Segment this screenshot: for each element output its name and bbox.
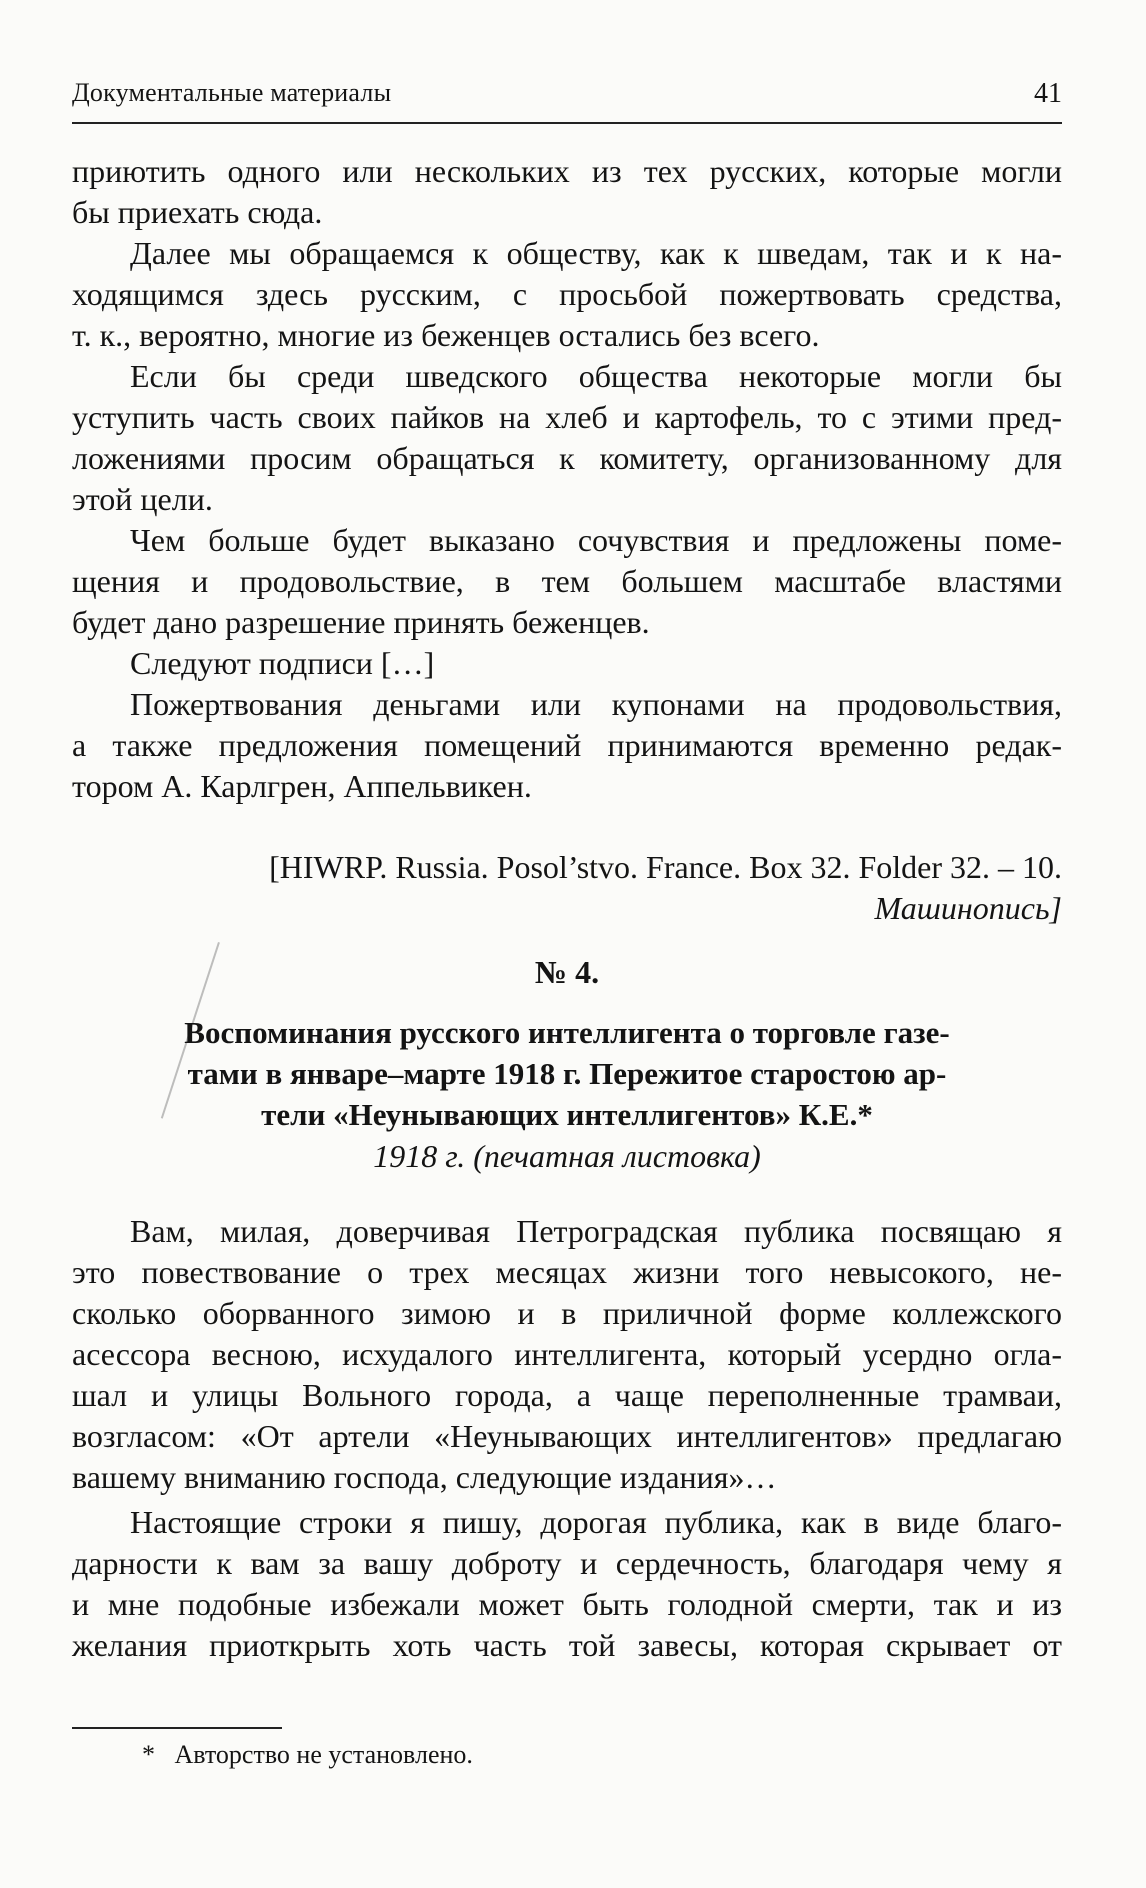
- page-number: 41: [1034, 78, 1062, 109]
- text-line: Если бы среди шведского общества некоторые могли бы: [130, 358, 1062, 394]
- text-line: желания приоткрыть хоть часть той завесы, которая скрывает от: [72, 1627, 1062, 1663]
- text-line: этой цели.: [72, 481, 213, 517]
- text-line: Пожертвования деньгами или купонами на продовольствия,: [130, 686, 1062, 722]
- document-date: 1918 г. (печатная листовка): [373, 1138, 761, 1174]
- text-line: Вам, милая, доверчивая Петроградская публика посвящаю я: [130, 1213, 1062, 1249]
- footnote-rule: [72, 1727, 282, 1729]
- text-line: а также предложения помещений принимаются временно редак-: [72, 727, 1062, 763]
- footnote-marker: *: [142, 1740, 155, 1769]
- footnote: [142, 1740, 473, 1770]
- text-line: дарности к вам за вашу доброту и сердечность, благодаря чему я: [72, 1545, 1062, 1581]
- page-header: [72, 78, 1062, 118]
- text-line: и мне подобные избежали может быть голодной смерти, так и из: [72, 1586, 1062, 1622]
- text-line: возгласом: «От артели «Неунывающих интеллигентов» предлагаю: [72, 1418, 1062, 1454]
- text-line: шал и улицы Вольного города, а чаще переполненные трамваи,: [72, 1377, 1062, 1413]
- header-rule: [72, 122, 1062, 124]
- text-line: асессора весною, исхудалого интеллигента, который усердно огла-: [72, 1336, 1062, 1372]
- document-title-line: тели «Неунывающих интеллигентов» К.Е.*: [261, 1097, 873, 1132]
- source-type: Машинопись]: [874, 890, 1062, 926]
- text-line: Чем больше будет выказано сочувствия и предложены поме-: [130, 522, 1062, 558]
- running-head: Документальные материалы: [72, 78, 392, 107]
- text-line: это повествование о трех месяцах жизни того невысокого, не-: [72, 1254, 1062, 1290]
- document-title-line: тами в январе–марте 1918 г. Пережитое старостою ар-: [187, 1056, 947, 1091]
- source-citation: [HIWRP. Russia. Posol’stvo. France. Box 32. Folder 32. – 10.: [269, 849, 1062, 885]
- text-line: Далее мы обращаемся к обществу, как к шведам, так и к на-: [130, 235, 1062, 271]
- text-line: тором А. Карлгрен, Аппельвикен.: [72, 768, 532, 804]
- text-line: приютить одного или нескольких из тех русских, которые могли: [72, 153, 1062, 189]
- text-line: бы приехать сюда.: [72, 194, 323, 230]
- text-line: будет дано разрешение принять беженцев.: [72, 604, 650, 640]
- text-line: т. к., вероятно, многие из беженцев остались без всего.: [72, 317, 820, 353]
- text-line: сколько оборванного зимою и в приличной форме коллежского: [72, 1295, 1062, 1331]
- text-line: уступить часть своих пайков на хлеб и картофель, то с этими пред-: [72, 399, 1062, 435]
- document-title-line: Воспоминания русского интеллигента о торговле газе-: [184, 1015, 950, 1050]
- text-line: вашему вниманию господа, следующие издания»…: [72, 1459, 777, 1495]
- text-line: щения и продовольствие, в тем большем масштабе властями: [72, 563, 1062, 599]
- document-number: № 4.: [534, 954, 600, 990]
- signatures-line: Следуют подписи […]: [130, 645, 435, 681]
- text-line: Настоящие строки я пишу, дорогая публика, как в виде благо-: [130, 1504, 1062, 1540]
- text-line: ходящимся здесь русским, с просьбой пожертвовать средства,: [72, 276, 1062, 312]
- text-line: ложениями просим обращаться к комитету, организованному для: [72, 440, 1062, 476]
- footnote-text: Авторство не установлено.: [174, 1740, 473, 1769]
